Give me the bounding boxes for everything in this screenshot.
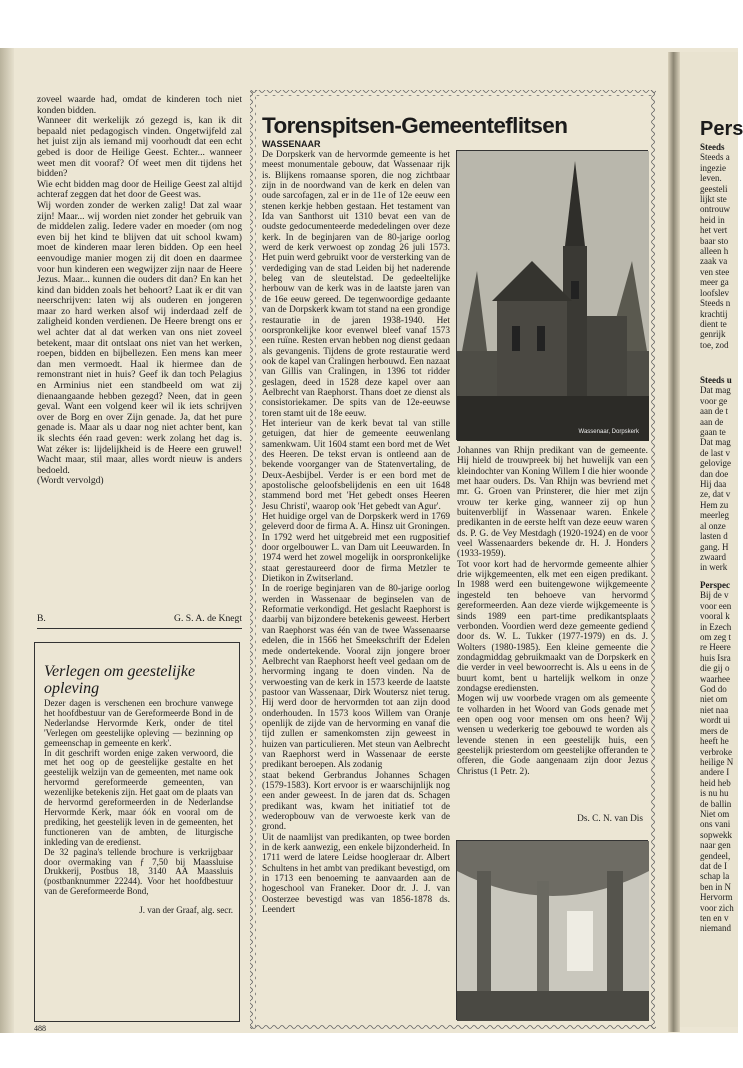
paragraph: Dezer dagen is verschenen een brochure vanwege het hoofdbestuur van de Gereformeerde Bond in de Nederlandse Hervormde Kerk, onder de titel 'Verlegen om geestelijke opleving — bezinning op gemeenschap in gemeente en kerk'.	[44, 698, 233, 748]
line: Niet om	[700, 808, 730, 819]
line: gaan te	[700, 427, 726, 438]
line: de last v	[700, 447, 730, 458]
line: Hem zu	[700, 499, 729, 510]
signature-author: G. S. A. de Knegt	[174, 613, 242, 624]
line: re Heere	[700, 642, 731, 653]
line: aan de t	[700, 406, 728, 417]
line: Steeds n	[700, 298, 731, 309]
line: dient te	[700, 318, 727, 329]
line: gang. H	[700, 541, 729, 552]
line: Dat mag	[700, 437, 731, 448]
line: is nu hu	[700, 788, 729, 799]
line: Hervorm	[700, 892, 733, 903]
line: ons vani	[700, 819, 731, 830]
line: niet om	[700, 694, 728, 705]
line: Perspec	[700, 580, 730, 590]
page-edge-shadow	[0, 48, 14, 1033]
line: schap la	[700, 871, 730, 882]
line: niet naa	[700, 704, 729, 715]
line: leven.	[700, 173, 722, 184]
line: genrijk	[700, 329, 726, 340]
article-place: WASSENAAR	[262, 139, 321, 149]
line: andere I	[700, 767, 730, 778]
line: naar gen	[700, 840, 731, 851]
line: voor zich	[700, 902, 734, 913]
right-page-text-3	[700, 580, 734, 934]
line: voor een	[700, 600, 732, 611]
church-illustration	[457, 151, 649, 441]
line: ontrouw	[700, 204, 730, 215]
line: meerleg	[700, 510, 729, 521]
paragraph: De Dorpskerk van de hervormde gemeente is het meest monumentale gebouw, dat Wassenaar rijk is. Blijkens romaanse sporen, die nog zichtbaar zijn in de noordwand van de kerk en delen van oude sarcofagen, zal er in de 11e of 12e eeuw een stenen kerkje hebben gestaan. Het testament van Ida van Santhorst uit 1310 bevat een van de oudste gedocumenteerde mededelingen over deze kerk. In de beginjaren van de 80-jarige oorlog werd de kerk verwoest op zondag 26 juli 1573. Het puin werd gebruikt voor de versterking van de verdediging van de stad Leiden bij het naderende beleg van de sleutelstad. De gedeeltelijke herbouw van de kerk was in de laatste jaren van de 16e eeuw gereed. De tegenwoordige gedaante van de Dorpskerk kwam tot stand na een grondige restauratie in de jaren 1938-1940. Het oorspronkelijke koor evenwel bleef vanaf 1573 een ruïne. Resten ervan hebben nog dienst gedaan als gevangenis. Tijdens de grote restauratie werd ook de kapel van Cralingen herbouwd. Een nazaat van Gillis van Cralingen, in 1396 tot ridder geslagen, deed in 1528 deze kapel over aan Aelbrecht van Raephorst. Thans doet ze dienst als consistoriekamer. De spits van de 12e-eeuwse toren stamt uit de 18e eeuw.	[262, 150, 450, 419]
line: vooral k	[700, 611, 730, 622]
line: Steeds	[700, 142, 725, 152]
line: gelovige	[700, 458, 731, 469]
line: God do	[700, 684, 727, 695]
line: baar sto	[700, 235, 729, 246]
article-column-left	[262, 150, 450, 915]
paragraph: Tot voor kort had de hervormde gemeente alhier drie wijkgemeenten, elk met een eigen predikant. In 1988 werd een buitengewone wijkgemeente ingesteld ten behoeve van hervormd gereformeerden. Aan deze vierde wijkgemeente is sinds 1989 een part-time predikantsplaats verbonden. Voordien werd deze gemeente gediend door ds. W. L. Tukker (1977-1979) en ds. J. Wolters (1980-1985). Een kleine gemeente die zondagmiddag gebruikmaakt van de Dorpskerk en die verder in veel bewoorrecht is. Als u eens in de buurt komt, bent u hartelijk welkom in onze zondagse erediensten.	[457, 559, 648, 694]
line: ven stee	[700, 266, 730, 277]
notice-box	[34, 642, 240, 1022]
line: toe, zod	[700, 339, 729, 350]
left-signature	[37, 613, 242, 624]
line: waarhee	[700, 673, 730, 684]
photo-caption: Wassenaar, Dorpskerk	[578, 429, 639, 435]
paragraph: Het huidige orgel van de Dorpskerk werd in 1769 geleverd door de firma A. A. Hinsz uit Groningen. In 1792 werd het uitgebreid met een rugpositief door orgelbouwer L. van Dam uit Leeuwarden. In 1974 werd het zowel mogelijk in oorspronkelijke staat gerestaureerd door de firma Metzler te Dietikon in Zwitserland.	[262, 512, 450, 585]
paragraph: staat bekend Gerbrandus Johannes Schagen (1579-1583). Kort ervoor is er waarschijnlijk nog een ander geweest. In de jaren dat ds. Schagen predikant was, kwam het initiatief tot de wederopbouw van de verwoeste kerk van de grond.	[262, 770, 450, 833]
line: dat de I	[700, 860, 727, 871]
line: huis Isra	[700, 652, 731, 663]
right-page-text-1	[700, 142, 730, 350]
line: geesteli	[700, 183, 728, 194]
line: Steeds a	[700, 152, 730, 163]
paragraph: De 32 pagina's tellende brochure is verkrijgbaar door overmaking van ƒ 7,50 bij Maassluise Drukkerij, Postbus 18, 3140 AA Maassluis (postbanknummer 22244). Voor het hoofdbestuur van de Gereformeerde Bond,	[44, 846, 233, 897]
line: ze, dat v	[700, 489, 731, 500]
paragraph: zoveel waarde had, omdat de kinderen toch niet konden bidden.	[37, 94, 242, 116]
page-number: 488	[34, 1024, 46, 1033]
line: heid heb	[700, 777, 731, 788]
divider	[37, 628, 242, 629]
line: ingezie	[700, 162, 726, 173]
line: zwaard	[700, 551, 726, 562]
right-page-text-2	[700, 375, 732, 573]
line: in werk	[700, 562, 728, 573]
line: zaak va	[700, 256, 728, 267]
paragraph: In de roerige beginjaren van de 80-jarige oorlog werden in Wassenaar de beginselen van de Reformatie verkondigd. Het geslacht Raephorst is daarbij van bijzondere betekenis geweest. Herbert van Raephorst was één van de twee Wassenaarse edelen, die in 1566 het Smeekschrift der Edelen mede ondertekende. Vooral zijn jongere broer Aelbrecht van Raephorst heeft veel gedaan om de hervorming ingang te doen vinden. Na de verwoesting van de kerk in 1573 keerde de laatste pastoor van Wassenaar, Dirk Woutersz niet terug. Hij werd door de hervormden tot aan zijn dood onderhouden. In 1573 koos Willem van Oranje openlijk de zijde van de hervorming en vanaf die tijd zullen er samenkomsten zijn geweest in huizen van particulieren. Met steun van Aelbrecht van Raephorst werd in Wassenaar de eerste predikant beroepen. Als zodanig	[262, 584, 450, 771]
line: heilige N	[700, 756, 734, 767]
line: krachtij	[700, 308, 728, 319]
line: gendeel,	[700, 850, 731, 861]
line: die gij o	[700, 663, 730, 674]
paragraph: Wie echt bidden mag door de Heilige Geest zal altijd achteraf zeggen dat het door de Geest was.	[37, 178, 242, 201]
line: in Ezech	[700, 621, 732, 632]
article-author: Ds. C. N. van Dis	[577, 814, 643, 824]
line: ben in N	[700, 881, 731, 892]
line: aan de	[700, 416, 724, 427]
notice-title: Verlegen om geestelijke opleving	[44, 663, 196, 697]
signature-initial: B.	[37, 613, 46, 624]
line: heid in	[700, 214, 725, 225]
church-exterior-photo	[456, 150, 648, 440]
line: niemand	[700, 923, 731, 934]
line: lasten d	[700, 531, 728, 542]
paragraph: Johannes van Rhijn predikant van de gemeente. Hij hield de trouwpreek bij het huwelijk van een kleindochter van Koning Willem I die hier woonde met haar ouders. Ds. Van Rhijn was bevriend met mr. G. Groen van Prinsterer, die hier met zijn vrouw ter kerke ging, wanneer zij op hun buitenverblijf in Wassenaar waren. Enkele predikanten in de eerste helft van deze eeuw waren ds. P. G. de Vey Mestdagh (1920-1924) en de voor veel Wassenaarders bekende dr. H. J. Honders (1933-1959).	[457, 446, 648, 560]
article-column-right	[457, 446, 648, 777]
line: Dat mag	[700, 385, 731, 396]
line: meer ga	[700, 277, 729, 288]
line: het vert	[700, 225, 728, 236]
line: om zeg t	[700, 632, 731, 643]
paragraph: Het interieur van de kerk bevat tal van stille getuigen, dat hier de gemeente eeuwenlang samenkwam. Uit 1604 stamt een bord met de Wet des Heeren. De tekst ervan is ontleend aan de bekende voorganger van de Statenvertaling, de Deux-Aesbijbel. Verder is er een bord met de apostolische geloofsbelijdenis en een uit 1648 stammend bord met 'Het gebedt onses Heeren Jesu Christi', waarop ook 'Het gebedt van Agur'.	[262, 418, 450, 512]
paragraph: Uit de naamlijst van predikanten, op twee borden in de kerk aanwezig, een enkele bijzonderheid. In 1711 werd de latere Leidse hoogleraar dr. Albert Schultens in het ambt van predikant bevestigd, om in 1713 een benoeming te aanvaarden aan de hogeschool van Franeker. Door dr. J. J. van Oosterzee bevestigd was van 1856-1878 ds. Leendert	[262, 832, 450, 916]
line: Bij de v	[700, 590, 729, 601]
notice-text	[44, 699, 233, 897]
church-interior-photo	[456, 840, 648, 1020]
paragraph: Wij worden zonder de werken zalig! Dat zal waar zijn! Maar... wij worden niet zonder het gebruik van de middelen zalig. Iedere vader en moeder (om nog even bij het kind te blijven dat uit school kwam) moet de kinderen maar leren bidden. Op een heel eenvoudige manier mogen zij dit doen en daarmee voor hun kinderen een wegwijzer zijn naar de Heere Jezus. Maar... kunnen die ouders dit dan? En kan het kind dan bidden zoals het behoort? Laat ik er dit van neerschrijven: laten wij als ouderen en jongeren maar zo hard werken alsof wij inderdaad zelf de zaligheid konden verdienen. De Heere brengt ons er wel achter dat al dat werken van ons niet zoveel betekent, maar dit ontslaat ons niet van het werken, roepen, bidden en bijbellezen. Een mens kan meer dan men vermoedt. Haal ik hiermee dan de remonstrant niet in huis? Geef ik dan toch Pelagius en Arminius niet een standbeeld om wat zij dienaangaande hebben gezegd? Neen, dat in geen geval. Want een volgend keer wil ik iets schrijven over de Borg en over Zijn genade. Ja, dat het pure genade is. Maar als u daar nog niet achter bent, kan ik slechts één raad geven: werk zolang het dag is. Wat zéker is: lijdelijkheid is de Heere een gruwel! Wacht maar, stil maar, alles wordt nieuw is anders bedoeld.	[37, 199, 242, 476]
interior-illustration	[457, 841, 649, 1021]
line: dan doe	[700, 468, 729, 479]
notice-signature: J. van der Graaf, alg. secr.	[139, 905, 233, 916]
book-gutter	[668, 52, 680, 1032]
line: heeft he	[700, 736, 729, 747]
left-column-text	[37, 95, 242, 487]
continuation-note: (Wordt vervolgd)	[37, 475, 104, 487]
line: loofslev	[700, 287, 729, 298]
line: voor ge	[700, 395, 728, 406]
line: lijkt ste	[700, 194, 727, 205]
line: verbroke	[700, 746, 732, 757]
article-title: Torenspitsen-Gemeenteflitsen	[262, 113, 568, 138]
line: de ballin	[700, 798, 732, 809]
paragraph: Mogen wij uw voorbede vragen om als gemeente te volharden in het Woord van Gods genade met een open oog voor mensen om ons heen? Wij wensen u wederkerig toe gebouwd te worden als levende stenen in een geestelijk huis, een geestelijk priesterdom om geestelijke offeranden te offeren, die Gode aangenaam zijn door Jezus Christus (1 Petr. 2).	[457, 694, 648, 777]
right-page-heading: Pers	[700, 118, 743, 140]
line: ten en v	[700, 913, 729, 923]
line: al onze	[700, 520, 726, 531]
paragraph: In dit geschrift worden enige zaken verwoord, die met het oog op de geestelijke gestalte en het geestelijk welzijn van de gemeenten, met name ook hervormd gereformeerde gemeenten, van wezenlijke betekenis zijn. Het gaat om de plaats van de hervormd gereformeerden in de Nederlandse Hervormde Kerk, maar óók en vooral om de prediking, het geestelijk leven in de gemeenten, het functioneren van de ambten, de liturgische inkleding van de eredienst.	[44, 747, 233, 847]
paragraph: Wanneer dit werkelijk zó gezegd is, kan ik dit bepaald niet pedagogisch vinden. Ongetwijfeld zal het juist zijn als iemand mij voorhoudt dat een echt gebed is door de Heilige Geest. Echter... wanneer weet men dit vooraf? Of weet men dit tijdens het bidden?	[37, 115, 242, 180]
line: Steeds u	[700, 375, 732, 385]
line: sopwekk	[700, 829, 732, 840]
line: Hij daa	[700, 479, 727, 490]
line: alleen h	[700, 246, 729, 257]
line: wordt ui	[700, 715, 731, 726]
line: mers de	[700, 725, 729, 736]
